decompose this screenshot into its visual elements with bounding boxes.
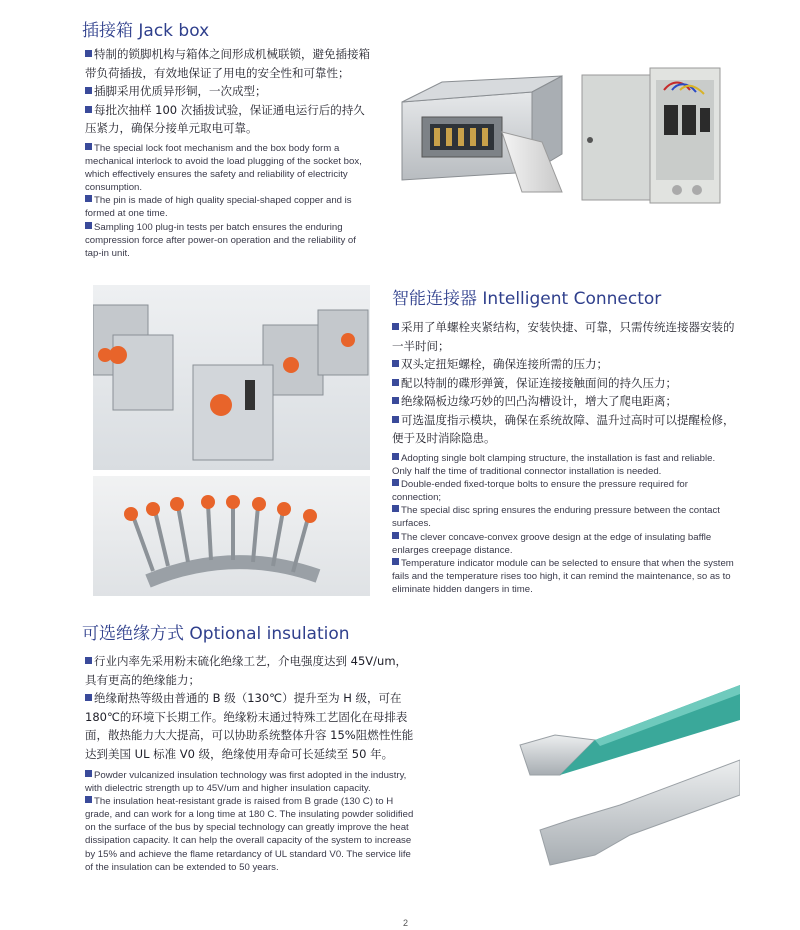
bullet-icon <box>85 796 92 803</box>
bullet-icon <box>392 323 399 330</box>
bullet-icon <box>85 770 92 777</box>
jack-box-en-item: The pin is made of high quality special-shaped copper and is formed at one time. <box>85 195 352 220</box>
jack-box-zh-item: 插脚采用优质异形铜，一次成型； <box>85 82 370 101</box>
bullet-icon <box>392 532 399 539</box>
oi-en-item: The insulation heat-resistant grade is raised from B grade (130 C) to H grade, and can work for a long time at 180 C. The insulating powder solidified on the surface of the bus by special technology can greatly improve the heat dissipation capacity. It can help the overall capacity of the system to increase by 15% and achieve the flame retardancy of UL standard V0. The service life of the insulation can be extended to 50 years. <box>85 796 414 873</box>
optional-insulation-zh-text <box>85 652 415 763</box>
jack-box-photo <box>382 62 582 197</box>
jack-box-zh-item: 特制的锁脚机构与箱体之间形成机械联锁，避免插接箱带负荷插拔，有效地保证了用电的安全性和可靠性； <box>85 47 370 80</box>
ic-en-item: Double-ended fixed-torque bolts to ensure the pressure required for connection; <box>392 479 688 504</box>
intelligent-connector-en-text <box>392 452 737 596</box>
cabinet-photo <box>572 50 732 210</box>
intelligent-connector-title: 智能连接器 Intelligent Connector <box>392 289 662 309</box>
ic-en-item: The clever concave-convex groove design at the edge of insulating baffle enlarges creepage distance. <box>392 531 712 556</box>
jack-box-zh-text <box>85 45 370 138</box>
optional-insulation-en-text <box>85 769 415 874</box>
connectors-photo <box>93 285 370 470</box>
oi-zh-item: 绝缘耐热等级由普通的 B 级（130℃）提升至为 H 级，可在 180℃的环境下长期工作。绝缘粉末通过特殊工艺固化在母排表面，散热能力大大提高，可以协助系统整体升容 15%阻燃性性能达到美国 UL 标准 V0 级，绝缘使用寿命可长延续至 50 年。 <box>85 691 414 761</box>
ic-en-item: Adopting single bolt clamping structure, the installation is fast and reliable. Only half the time of traditional connector installation is needed. <box>392 453 716 478</box>
bullet-icon <box>392 479 399 486</box>
bullet-icon <box>85 106 92 113</box>
bullet-icon <box>392 360 399 367</box>
jack-box-zh-item: 每批次抽样 100 次插拔试验，保证通电运行后的持久压紧力，确保分接单元取电可靠。 <box>85 102 365 135</box>
jack-box-en-item: Sampling 100 plug-in tests per batch ensures the enduring compression force after power-on operation and the reliability of tap-in unit. <box>85 221 356 259</box>
ic-zh-item: 配以特制的碟形弹簧，保证连接接触面间的持久压力； <box>392 374 737 393</box>
bullet-icon <box>85 657 92 664</box>
bullet-icon <box>85 87 92 94</box>
oi-en-item: Powder vulcanized insulation technology was first adopted in the industry, with dielectric strength up to 45V/um and higher insulation capacity. <box>85 770 407 795</box>
bullet-icon <box>392 453 399 460</box>
ic-zh-item: 可选温度指示模块，确保在系统故障、温升过高时可以提醒检修，便于及时消除隐患。 <box>392 412 735 445</box>
bullet-icon <box>85 50 92 57</box>
jack-box-title: 插接箱 Jack box <box>82 21 210 41</box>
bullet-icon <box>85 694 92 701</box>
bullet-icon <box>392 416 399 423</box>
ic-zh-item: 双头定扭矩螺栓，确保连接所需的压力； <box>392 355 737 374</box>
bullet-icon <box>392 397 399 404</box>
intelligent-connector-zh-text <box>392 318 737 448</box>
bullet-icon <box>392 379 399 386</box>
bullet-icon <box>85 143 92 150</box>
oi-zh-item: 行业内率先采用粉末硫化绝缘工艺，介电强度达到 45V/um，具有更高的绝缘能力； <box>85 654 408 687</box>
bullet-icon <box>392 505 399 512</box>
ic-zh-item: 采用了单螺栓夹紧结构，安装快捷、可靠，只需传统连接器安装的一半时间； <box>392 320 735 353</box>
bullet-icon <box>85 195 92 202</box>
bullet-icon <box>85 222 92 229</box>
ic-en-item: Temperature indicator module can be selected to ensure that when the system fails and the temperature rises too high, it can remind the maintenance, so as to eliminate hidden dangers in time. <box>392 557 734 595</box>
ic-en-item: The special disc spring ensures the enduring pressure between the contact surfaces. <box>392 505 720 530</box>
jack-box-en-item: The special lock foot mechanism and the box body form a mechanical interlock to avoid the load plugging of the socket box, which effectively ensures the safety and reliability of electricity consumption. <box>85 143 362 194</box>
jack-box-en-text <box>85 142 370 260</box>
busbars-photo <box>500 680 740 895</box>
ic-zh-item: 绝缘隔板边缘巧妙的凹凸沟槽设计，增大了爬电距离； <box>392 392 737 411</box>
page-number: 2 <box>403 918 409 928</box>
bullet-icon <box>392 558 399 565</box>
optional-insulation-title: 可选绝缘方式 Optional insulation <box>82 624 350 644</box>
bolts-photo <box>93 476 370 596</box>
